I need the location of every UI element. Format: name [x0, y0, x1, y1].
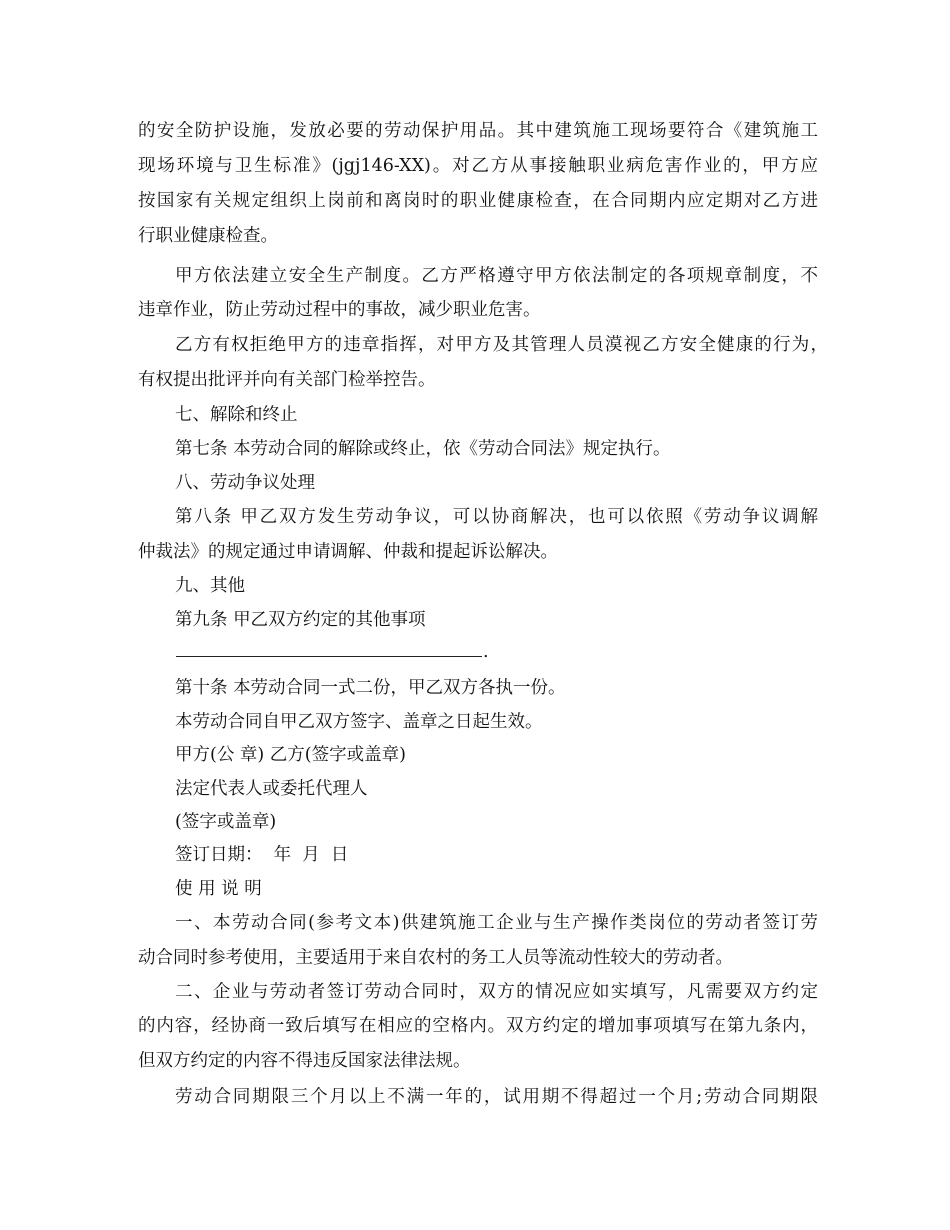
text-line: 甲方依法建立安全生产制度。乙方严格遵守甲方依法制定的各项规章制度，不 [175, 266, 818, 286]
text-line: 的安全防护设施，发放必要的劳动保护用品。其中建筑施工现场要符合《建筑施工 [138, 121, 818, 141]
blank-period: . [483, 642, 489, 662]
text-line: 劳动合同期限三个月以上不满一年的，试用期不得超过一个月;劳动合同期限 [175, 1087, 818, 1107]
text-line: 行职业健康检查。 [138, 226, 278, 246]
article-line: 第八条 甲乙双方发生劳动争议，可以协商解决，也可以依照《劳动争议调解 [175, 507, 818, 527]
text-line: 本劳动合同自甲乙双方签字、盖章之日起生效。 [175, 712, 543, 732]
section-heading: 八、劳动争议处理 [175, 473, 315, 493]
text-line: 的内容，经协商一致后填写在相应的空格内。双方约定的增加事项填写在第九条内， [138, 1016, 818, 1036]
text-line: 按国家有关规定组织上岗前和离岗时的职业健康检查，在合同期内应定期对乙方进 [138, 191, 818, 211]
section-heading: 七、解除和终止 [175, 405, 298, 425]
text-line: 违章作业，防止劳动过程中的事故，减少职业危害。 [138, 300, 541, 320]
text-line: 二、企业与劳动者签订劳动合同时，双方的情况应如实填写，凡需要双方约定 [175, 982, 818, 1002]
article-line: 第九条 甲乙双方约定的其他事项 [175, 610, 426, 630]
text-line: 有权提出批评并向有关部门检举控告。 [138, 370, 436, 390]
signature-line: 甲方(公 章) 乙方(签字或盖章) [175, 745, 406, 765]
section-heading: 九、其他 [175, 576, 245, 596]
text-line: 一、本劳动合同(参考文本)供建筑施工企业与生产操作类岗位的劳动者签订劳 [175, 913, 818, 933]
text-line: 动合同时参考使用，主要适用于来自农村的务工人员等流动性较大的劳动者。 [138, 948, 733, 968]
text-line: 现场环境与卫生标准》(jgj146-XX)。对乙方从事接触职业病危害作业的，甲方应 [138, 156, 818, 176]
text-line: 乙方有权拒绝甲方的违章指挥，对甲方及其管理人员漠视乙方安全健康的行为， [175, 335, 828, 355]
article-line: 第七条 本劳动合同的解除或终止，依《劳动合同法》规定执行。 [175, 439, 671, 459]
fill-in-blank [176, 656, 482, 657]
signing-date: 签订日期： 年 月 日 [175, 845, 349, 865]
text-line: 但双方约定的内容不得违反国家法律法规。 [138, 1051, 471, 1071]
article-line: 第十条 本劳动合同一式二份，甲乙双方各执一份。 [175, 678, 566, 698]
text-line: 仲裁法》的规定通过申请调解、仲裁和提起诉讼解决。 [138, 542, 558, 562]
section-heading: 使 用 说 明 [175, 879, 262, 899]
signature-line: (签字或盖章) [175, 812, 277, 832]
signature-line: 法定代表人或委托代理人 [175, 779, 368, 799]
